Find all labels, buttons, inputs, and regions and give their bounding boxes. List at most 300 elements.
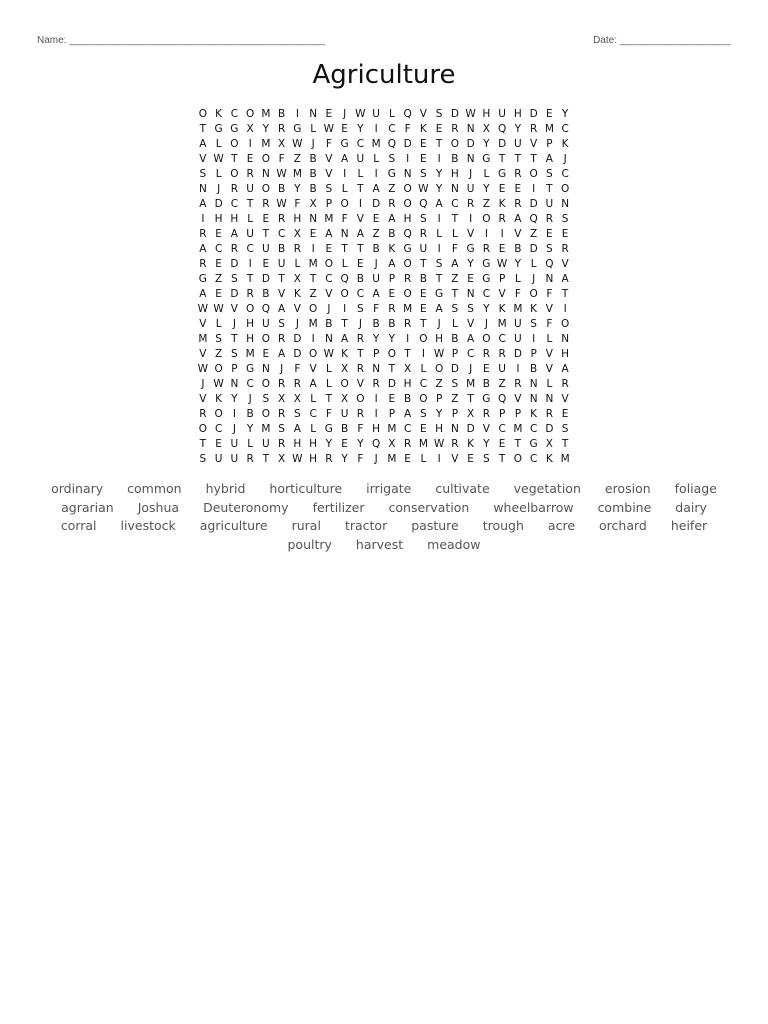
grid-cell[interactable]: T bbox=[357, 243, 364, 255]
grid-cell[interactable]: N bbox=[403, 168, 412, 180]
grid-cell[interactable]: P bbox=[388, 408, 396, 420]
grid-cell[interactable]: A bbox=[356, 228, 364, 240]
grid-cell[interactable]: O bbox=[340, 288, 349, 300]
grid-cell[interactable]: L bbox=[357, 168, 364, 180]
grid-cell[interactable]: Z bbox=[451, 393, 459, 405]
grid-cell[interactable]: I bbox=[516, 363, 520, 375]
grid-cell[interactable]: A bbox=[230, 228, 238, 240]
grid-cell[interactable]: C bbox=[356, 288, 365, 300]
grid-cell[interactable]: A bbox=[199, 138, 207, 150]
grid-cell[interactable]: Q bbox=[419, 198, 428, 210]
grid-cell[interactable]: R bbox=[498, 348, 506, 360]
grid-cell[interactable]: I bbox=[437, 453, 441, 465]
grid-cell[interactable]: K bbox=[498, 303, 506, 315]
grid-cell[interactable]: T bbox=[420, 258, 427, 270]
grid-cell[interactable]: N bbox=[261, 363, 270, 375]
grid-cell[interactable]: I bbox=[248, 258, 252, 270]
date-field[interactable]: Date: ____________________ bbox=[593, 35, 731, 46]
grid-cell[interactable]: C bbox=[230, 108, 239, 120]
grid-cell[interactable]: N bbox=[466, 153, 475, 165]
grid-cell[interactable]: Q bbox=[403, 108, 412, 120]
grid-cell[interactable]: I bbox=[437, 243, 441, 255]
grid-cell[interactable]: Y bbox=[483, 138, 490, 150]
grid-cell[interactable]: P bbox=[388, 273, 396, 285]
grid-cell[interactable]: D bbox=[498, 138, 507, 150]
grid-cell[interactable]: E bbox=[420, 153, 427, 165]
grid-cell[interactable]: G bbox=[482, 393, 491, 405]
grid-cell[interactable]: G bbox=[403, 243, 412, 255]
grid-cell[interactable]: K bbox=[530, 408, 538, 420]
grid-cell[interactable]: E bbox=[546, 108, 553, 120]
grid-cell[interactable]: U bbox=[262, 318, 270, 330]
grid-cell[interactable]: L bbox=[215, 138, 222, 150]
grid-cell[interactable]: L bbox=[451, 318, 458, 330]
grid-cell[interactable]: I bbox=[311, 333, 315, 345]
grid-cell[interactable]: U bbox=[277, 258, 286, 270]
grid-cell[interactable]: L bbox=[294, 258, 301, 270]
grid-cell[interactable]: I bbox=[374, 168, 378, 180]
grid-cell[interactable]: F bbox=[546, 288, 553, 300]
grid-cell[interactable]: Q bbox=[340, 273, 349, 285]
grid-cell[interactable]: A bbox=[435, 198, 443, 210]
grid-cell[interactable]: L bbox=[325, 363, 332, 375]
grid-cell[interactable]: W bbox=[323, 123, 335, 135]
grid-cell[interactable]: N bbox=[529, 378, 538, 390]
grid-cell[interactable]: O bbox=[245, 108, 255, 120]
grid-cell[interactable]: C bbox=[356, 138, 365, 150]
grid-cell[interactable]: L bbox=[325, 378, 332, 390]
grid-cell[interactable]: W bbox=[465, 108, 476, 120]
grid-cell[interactable]: D bbox=[545, 423, 554, 435]
grid-cell[interactable]: Y bbox=[325, 438, 333, 450]
grid-cell[interactable]: U bbox=[514, 318, 522, 330]
grid-cell[interactable]: E bbox=[309, 228, 317, 240]
letter-grid[interactable] bbox=[195, 107, 575, 467]
grid-cell[interactable]: I bbox=[232, 408, 236, 420]
grid-cell[interactable]: L bbox=[420, 363, 427, 375]
grid-cell[interactable]: S bbox=[215, 333, 222, 345]
grid-cell[interactable]: G bbox=[498, 168, 507, 180]
grid-cell[interactable]: U bbox=[466, 183, 475, 195]
grid-cell[interactable]: C bbox=[419, 378, 428, 390]
grid-cell[interactable]: J bbox=[280, 363, 284, 375]
grid-cell[interactable]: G bbox=[482, 273, 491, 285]
grid-cell[interactable]: M bbox=[261, 423, 271, 435]
grid-cell[interactable]: X bbox=[404, 363, 412, 375]
grid-cell[interactable]: C bbox=[498, 423, 506, 435]
grid-cell[interactable]: L bbox=[483, 168, 490, 180]
grid-cell[interactable]: X bbox=[293, 393, 301, 405]
grid-cell[interactable]: E bbox=[498, 183, 506, 195]
grid-cell[interactable]: V bbox=[278, 288, 286, 300]
grid-cell[interactable]: U bbox=[372, 108, 380, 120]
grid-cell[interactable]: X bbox=[341, 363, 349, 375]
grid-cell[interactable]: W bbox=[197, 363, 209, 375]
grid-cell[interactable]: Y bbox=[435, 408, 443, 420]
grid-cell[interactable]: K bbox=[341, 348, 349, 360]
grid-cell[interactable]: T bbox=[435, 138, 443, 150]
grid-cell[interactable]: J bbox=[232, 423, 236, 435]
grid-cell[interactable]: Q bbox=[371, 438, 381, 450]
grid-cell[interactable]: U bbox=[356, 153, 365, 165]
grid-cell[interactable]: B bbox=[419, 273, 427, 285]
grid-cell[interactable]: Y bbox=[262, 123, 270, 135]
grid-cell[interactable]: I bbox=[437, 153, 441, 165]
grid-cell[interactable]: X bbox=[388, 438, 396, 450]
grid-cell[interactable]: E bbox=[467, 273, 474, 285]
grid-cell[interactable]: R bbox=[277, 123, 286, 135]
grid-cell[interactable]: U bbox=[230, 453, 239, 465]
grid-cell[interactable]: O bbox=[419, 393, 428, 405]
grid-cell[interactable]: R bbox=[514, 378, 522, 390]
grid-cell[interactable]: A bbox=[404, 408, 412, 420]
grid-cell[interactable]: I bbox=[311, 243, 315, 255]
grid-cell[interactable]: N bbox=[230, 378, 239, 390]
grid-cell[interactable]: Y bbox=[514, 258, 522, 270]
grid-cell[interactable]: B bbox=[372, 318, 380, 330]
grid-cell[interactable]: A bbox=[341, 333, 349, 345]
grid-cell[interactable]: M bbox=[513, 423, 523, 435]
grid-cell[interactable]: O bbox=[450, 138, 459, 150]
grid-cell[interactable]: C bbox=[529, 423, 538, 435]
grid-cell[interactable]: D bbox=[513, 348, 522, 360]
grid-cell[interactable]: I bbox=[374, 123, 378, 135]
grid-cell[interactable]: X bbox=[341, 393, 349, 405]
grid-cell[interactable]: B bbox=[262, 288, 270, 300]
grid-cell[interactable]: O bbox=[261, 408, 270, 420]
grid-cell[interactable]: W bbox=[292, 138, 303, 150]
grid-cell[interactable]: U bbox=[214, 453, 223, 465]
grid-cell[interactable]: Y bbox=[246, 423, 254, 435]
grid-cell[interactable]: E bbox=[262, 348, 270, 360]
grid-cell[interactable]: Y bbox=[231, 393, 238, 405]
grid-cell[interactable]: Y bbox=[514, 123, 522, 135]
grid-cell[interactable]: R bbox=[356, 408, 365, 420]
grid-cell[interactable]: P bbox=[498, 408, 506, 420]
grid-cell[interactable]: S bbox=[420, 408, 427, 420]
grid-cell[interactable]: K bbox=[215, 393, 223, 405]
grid-cell[interactable]: V bbox=[545, 348, 553, 360]
grid-cell[interactable]: F bbox=[294, 198, 301, 210]
grid-cell[interactable]: P bbox=[451, 348, 459, 360]
grid-cell[interactable]: H bbox=[309, 438, 318, 450]
grid-cell[interactable]: V bbox=[467, 228, 475, 240]
grid-cell[interactable]: T bbox=[404, 348, 411, 360]
grid-cell[interactable]: N bbox=[466, 288, 475, 300]
grid-cell[interactable]: Y bbox=[372, 333, 380, 345]
grid-cell[interactable]: J bbox=[484, 318, 488, 330]
grid-cell[interactable]: R bbox=[356, 333, 365, 345]
grid-cell[interactable]: T bbox=[498, 153, 506, 165]
grid-cell[interactable]: A bbox=[309, 378, 317, 390]
grid-cell[interactable]: C bbox=[498, 333, 506, 345]
grid-cell[interactable]: C bbox=[561, 168, 569, 180]
grid-cell[interactable]: D bbox=[450, 108, 459, 120]
grid-cell[interactable]: K bbox=[498, 198, 506, 210]
grid-cell[interactable]: B bbox=[451, 153, 459, 165]
grid-cell[interactable]: R bbox=[246, 453, 254, 465]
grid-cell[interactable]: E bbox=[420, 138, 427, 150]
grid-cell[interactable]: M bbox=[497, 318, 507, 330]
grid-cell[interactable]: W bbox=[213, 378, 224, 390]
grid-cell[interactable]: B bbox=[246, 408, 254, 420]
grid-cell[interactable]: F bbox=[357, 423, 364, 435]
grid-cell[interactable]: S bbox=[420, 213, 427, 225]
grid-cell[interactable]: Q bbox=[497, 123, 507, 135]
grid-cell[interactable]: N bbox=[309, 108, 318, 120]
grid-cell[interactable]: U bbox=[514, 138, 522, 150]
grid-cell[interactable]: N bbox=[198, 183, 207, 195]
grid-cell[interactable]: P bbox=[451, 408, 459, 420]
grid-cell[interactable]: N bbox=[466, 123, 475, 135]
grid-cell[interactable]: D bbox=[450, 363, 459, 375]
grid-cell[interactable]: B bbox=[514, 243, 522, 255]
grid-cell[interactable]: M bbox=[245, 348, 255, 360]
grid-cell[interactable]: V bbox=[545, 363, 553, 375]
grid-cell[interactable]: I bbox=[406, 333, 410, 345]
grid-cell[interactable]: G bbox=[198, 273, 207, 285]
grid-cell[interactable]: O bbox=[356, 393, 365, 405]
grid-cell[interactable]: L bbox=[546, 333, 553, 345]
grid-cell[interactable]: B bbox=[278, 108, 286, 120]
grid-cell[interactable]: Q bbox=[387, 138, 396, 150]
grid-cell[interactable]: S bbox=[278, 318, 285, 330]
grid-cell[interactable]: Z bbox=[498, 378, 506, 390]
grid-cell[interactable]: V bbox=[482, 423, 490, 435]
grid-cell[interactable]: T bbox=[199, 123, 207, 135]
grid-cell[interactable]: J bbox=[469, 363, 473, 375]
grid-cell[interactable]: U bbox=[340, 408, 349, 420]
grid-cell[interactable]: O bbox=[560, 318, 570, 330]
grid-cell[interactable]: I bbox=[532, 183, 536, 195]
grid-cell[interactable]: Q bbox=[497, 393, 507, 405]
grid-cell[interactable]: O bbox=[513, 453, 522, 465]
grid-cell[interactable]: J bbox=[374, 453, 378, 465]
grid-cell[interactable]: R bbox=[561, 378, 569, 390]
grid-cell[interactable]: C bbox=[403, 423, 412, 435]
grid-cell[interactable]: R bbox=[529, 123, 538, 135]
grid-cell[interactable]: W bbox=[418, 183, 429, 195]
grid-cell[interactable]: K bbox=[293, 288, 301, 300]
grid-cell[interactable]: S bbox=[357, 303, 364, 315]
grid-cell[interactable]: R bbox=[482, 408, 491, 420]
grid-cell[interactable]: U bbox=[262, 243, 270, 255]
grid-cell[interactable]: O bbox=[403, 258, 412, 270]
grid-cell[interactable]: V bbox=[467, 318, 475, 330]
grid-cell[interactable]: Z bbox=[388, 183, 396, 195]
grid-cell[interactable]: I bbox=[421, 348, 425, 360]
grid-cell[interactable]: V bbox=[545, 303, 553, 315]
grid-cell[interactable]: U bbox=[230, 438, 239, 450]
grid-cell[interactable]: T bbox=[467, 393, 474, 405]
grid-cell[interactable]: M bbox=[418, 438, 428, 450]
grid-cell[interactable]: D bbox=[466, 423, 475, 435]
grid-cell[interactable]: R bbox=[277, 438, 286, 450]
grid-cell[interactable]: T bbox=[262, 453, 270, 465]
grid-cell[interactable]: V bbox=[561, 393, 569, 405]
grid-cell[interactable]: V bbox=[325, 288, 333, 300]
grid-cell[interactable]: G bbox=[230, 123, 239, 135]
grid-cell[interactable]: M bbox=[308, 258, 318, 270]
grid-cell[interactable]: B bbox=[388, 228, 396, 240]
grid-cell[interactable]: S bbox=[483, 453, 490, 465]
grid-cell[interactable]: B bbox=[278, 243, 286, 255]
grid-cell[interactable]: I bbox=[248, 138, 252, 150]
grid-cell[interactable]: C bbox=[214, 423, 223, 435]
grid-cell[interactable]: M bbox=[324, 213, 334, 225]
grid-cell[interactable]: V bbox=[325, 168, 333, 180]
grid-cell[interactable]: H bbox=[482, 108, 491, 120]
grid-cell[interactable]: N bbox=[309, 213, 318, 225]
grid-cell[interactable]: V bbox=[356, 378, 364, 390]
grid-cell[interactable]: T bbox=[514, 153, 522, 165]
grid-cell[interactable]: A bbox=[388, 213, 396, 225]
grid-cell[interactable]: P bbox=[372, 348, 380, 360]
grid-cell[interactable]: R bbox=[545, 213, 554, 225]
grid-cell[interactable]: R bbox=[372, 378, 380, 390]
grid-cell[interactable]: S bbox=[325, 183, 333, 195]
grid-cell[interactable]: H bbox=[403, 378, 412, 390]
grid-cell[interactable]: O bbox=[214, 363, 223, 375]
grid-cell[interactable]: S bbox=[420, 168, 427, 180]
grid-cell[interactable]: U bbox=[545, 198, 554, 210]
grid-cell[interactable]: L bbox=[215, 168, 222, 180]
grid-cell[interactable]: M bbox=[198, 333, 208, 345]
grid-cell[interactable]: A bbox=[278, 303, 286, 315]
grid-cell[interactable]: G bbox=[246, 363, 255, 375]
grid-cell[interactable]: S bbox=[199, 168, 207, 180]
grid-cell[interactable]: O bbox=[529, 288, 538, 300]
grid-cell[interactable]: B bbox=[309, 183, 317, 195]
grid-cell[interactable]: E bbox=[262, 213, 270, 225]
grid-cell[interactable]: O bbox=[308, 303, 318, 315]
grid-cell[interactable]: G bbox=[387, 168, 396, 180]
grid-cell[interactable]: T bbox=[341, 318, 348, 330]
grid-cell[interactable]: O bbox=[529, 168, 538, 180]
grid-cell[interactable]: D bbox=[230, 258, 239, 270]
grid-cell[interactable]: Z bbox=[293, 153, 301, 165]
grid-cell[interactable]: J bbox=[248, 393, 252, 405]
grid-cell[interactable]: V bbox=[356, 213, 364, 225]
grid-cell[interactable]: X bbox=[246, 123, 254, 135]
grid-cell[interactable]: A bbox=[278, 348, 286, 360]
grid-cell[interactable]: T bbox=[546, 183, 553, 195]
grid-cell[interactable]: E bbox=[388, 288, 396, 300]
grid-cell[interactable]: M bbox=[513, 303, 523, 315]
grid-cell[interactable]: J bbox=[563, 153, 567, 165]
grid-cell[interactable]: D bbox=[529, 198, 538, 210]
grid-cell[interactable]: D bbox=[230, 288, 239, 300]
grid-cell[interactable]: E bbox=[215, 438, 222, 450]
grid-cell[interactable]: O bbox=[482, 333, 491, 345]
grid-cell[interactable]: R bbox=[451, 123, 459, 135]
grid-cell[interactable]: I bbox=[532, 333, 536, 345]
grid-cell[interactable]: L bbox=[436, 228, 443, 240]
grid-cell[interactable]: A bbox=[514, 213, 522, 225]
grid-cell[interactable]: O bbox=[324, 258, 333, 270]
grid-cell[interactable]: R bbox=[514, 168, 522, 180]
grid-cell[interactable]: W bbox=[355, 108, 366, 120]
grid-cell[interactable]: S bbox=[199, 453, 207, 465]
grid-cell[interactable]: P bbox=[435, 393, 443, 405]
grid-cell[interactable]: A bbox=[293, 423, 301, 435]
grid-cell[interactable]: R bbox=[277, 213, 286, 225]
grid-cell[interactable]: I bbox=[201, 213, 205, 225]
grid-cell[interactable]: K bbox=[561, 138, 569, 150]
grid-cell[interactable]: F bbox=[325, 138, 332, 150]
grid-cell[interactable]: V bbox=[199, 393, 207, 405]
grid-cell[interactable]: L bbox=[388, 108, 395, 120]
grid-cell[interactable]: J bbox=[469, 168, 473, 180]
grid-cell[interactable]: R bbox=[403, 438, 412, 450]
grid-cell[interactable]: D bbox=[293, 333, 302, 345]
grid-cell[interactable]: L bbox=[247, 213, 254, 225]
grid-cell[interactable]: Y bbox=[483, 438, 490, 450]
grid-cell[interactable]: Y bbox=[357, 123, 364, 135]
grid-cell[interactable]: J bbox=[327, 303, 331, 315]
grid-cell[interactable]: C bbox=[325, 273, 333, 285]
grid-cell[interactable]: N bbox=[529, 393, 538, 405]
grid-cell[interactable]: R bbox=[388, 303, 396, 315]
grid-cell[interactable]: J bbox=[217, 183, 221, 195]
grid-cell[interactable]: O bbox=[261, 333, 270, 345]
grid-cell[interactable]: T bbox=[561, 438, 569, 450]
grid-cell[interactable]: S bbox=[435, 258, 443, 270]
grid-cell[interactable]: L bbox=[341, 258, 348, 270]
grid-cell[interactable]: I bbox=[374, 408, 378, 420]
grid-cell[interactable]: J bbox=[343, 108, 347, 120]
grid-cell[interactable]: F bbox=[325, 408, 332, 420]
grid-cell[interactable]: Z bbox=[530, 228, 538, 240]
grid-cell[interactable]: L bbox=[530, 258, 537, 270]
grid-cell[interactable]: I bbox=[563, 303, 567, 315]
grid-cell[interactable]: J bbox=[201, 378, 205, 390]
grid-cell[interactable]: F bbox=[514, 288, 521, 300]
grid-cell[interactable]: A bbox=[341, 153, 349, 165]
grid-cell[interactable]: E bbox=[357, 258, 364, 270]
grid-cell[interactable]: E bbox=[246, 153, 254, 165]
grid-cell[interactable]: Q bbox=[261, 303, 270, 315]
grid-cell[interactable]: C bbox=[214, 243, 223, 255]
grid-cell[interactable]: L bbox=[373, 153, 380, 165]
grid-cell[interactable]: M bbox=[560, 453, 570, 465]
grid-cell[interactable]: D bbox=[261, 273, 270, 285]
grid-cell[interactable]: R bbox=[514, 198, 522, 210]
grid-cell[interactable]: K bbox=[419, 123, 427, 135]
grid-cell[interactable]: K bbox=[388, 243, 396, 255]
grid-cell[interactable]: O bbox=[230, 138, 239, 150]
grid-cell[interactable]: R bbox=[482, 348, 491, 360]
grid-cell[interactable]: O bbox=[261, 183, 270, 195]
grid-cell[interactable]: E bbox=[546, 228, 553, 240]
grid-cell[interactable]: H bbox=[293, 438, 302, 450]
grid-cell[interactable]: H bbox=[309, 453, 318, 465]
grid-cell[interactable]: V bbox=[230, 303, 238, 315]
grid-cell[interactable]: O bbox=[198, 423, 207, 435]
grid-cell[interactable]: Y bbox=[435, 183, 443, 195]
grid-cell[interactable]: G bbox=[293, 123, 302, 135]
grid-cell[interactable]: F bbox=[451, 243, 458, 255]
grid-cell[interactable]: S bbox=[546, 243, 553, 255]
grid-cell[interactable]: Z bbox=[215, 348, 223, 360]
grid-cell[interactable]: I bbox=[484, 228, 488, 240]
grid-cell[interactable]: C bbox=[529, 453, 538, 465]
grid-cell[interactable]: E bbox=[467, 453, 474, 465]
grid-cell[interactable]: Y bbox=[435, 168, 443, 180]
grid-cell[interactable]: R bbox=[230, 183, 239, 195]
grid-cell[interactable]: A bbox=[199, 198, 207, 210]
grid-cell[interactable]: R bbox=[403, 318, 412, 330]
